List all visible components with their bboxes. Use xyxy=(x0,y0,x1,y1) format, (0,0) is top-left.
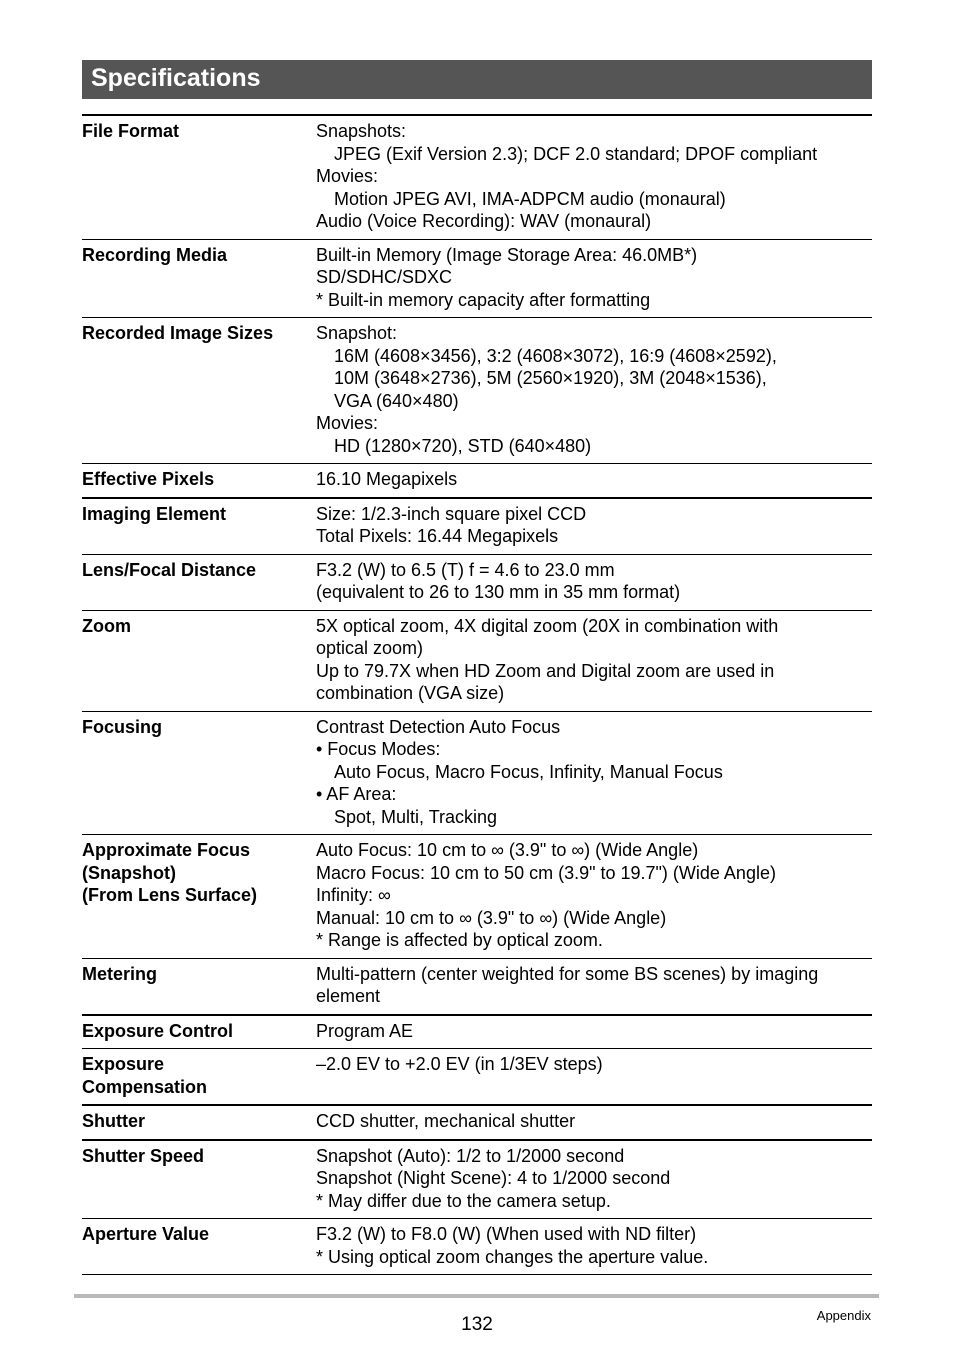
spec-label xyxy=(82,1052,316,1098)
spec-value-line: Snapshot (Night Scene): 4 to 1/2000 second xyxy=(316,1168,671,1188)
spec-value-line: Total Pixels: 16.44 Megapixels xyxy=(316,526,559,546)
spec-value-line: * May differ due to the camera setup. xyxy=(316,1190,611,1211)
spec-value-line: SD/SDHC/SDXC xyxy=(316,267,453,287)
spec-label-line: Shutter Speed xyxy=(82,1145,205,1166)
spec-label-line: (Snapshot) xyxy=(82,862,176,883)
spec-label-line: File Format xyxy=(82,121,180,141)
spec-label xyxy=(82,1222,316,1268)
spec-value-line: Snapshots: xyxy=(316,121,407,141)
spec-value-line: –2.0 EV to +2.0 EV (in 1/3EV steps) xyxy=(316,1054,603,1074)
spec-value xyxy=(316,1109,872,1133)
spec-row xyxy=(82,1049,872,1106)
spec-value-line: F3.2 (W) to 6.5 (T) f = 4.6 to 23.0 mm xyxy=(316,559,615,580)
spec-value-line: Manual: 10 cm to ∞ (3.9" to ∞) (Wide Angle) xyxy=(316,907,667,928)
section-label: Appendix xyxy=(816,1308,871,1323)
spec-table xyxy=(82,114,872,1275)
footer-divider xyxy=(74,1294,879,1298)
spec-label xyxy=(82,502,316,548)
spec-value-line: JPEG (Exif Version 2.3); DCF 2.0 standard; DPOF compliant xyxy=(334,143,818,164)
spec-value-line: * Range is affected by optical zoom. xyxy=(316,930,603,950)
spec-value-line: • Focus Modes: xyxy=(316,739,441,759)
spec-label xyxy=(82,715,316,829)
spec-row xyxy=(82,116,872,240)
spec-label xyxy=(82,1019,316,1043)
spec-value-line: Multi-pattern (center weighted for some BS scenes) by imaging xyxy=(316,963,819,984)
spec-label-line: Zoom xyxy=(82,615,131,636)
spec-value-line: Snapshot: xyxy=(316,323,398,343)
spec-value-line: Spot, Multi, Tracking xyxy=(334,806,498,827)
spec-value xyxy=(316,1144,872,1213)
spec-label-line: Shutter xyxy=(82,1111,145,1131)
spec-value xyxy=(316,558,872,604)
spec-value-line: optical zoom) xyxy=(316,638,424,658)
spec-value-line: element xyxy=(316,986,381,1006)
spec-value-line: Auto Focus: 10 cm to ∞ (3.9" to ∞) (Wide Angle) xyxy=(316,840,699,860)
page-title: Specifications xyxy=(91,64,261,92)
spec-value-line: Auto Focus, Macro Focus, Infinity, Manual Focus xyxy=(334,761,723,782)
spec-label xyxy=(82,467,316,491)
spec-value xyxy=(316,962,872,1008)
spec-value-line: F3.2 (W) to F8.0 (W) (When used with ND filter) xyxy=(316,1224,697,1244)
spec-row xyxy=(82,1016,872,1050)
spec-label-line: Focusing xyxy=(82,716,162,737)
spec-value xyxy=(316,838,872,952)
spec-label-line: Exposure Control xyxy=(82,1020,234,1041)
spec-value-line: Audio (Voice Recording): WAV (monaural) xyxy=(316,211,652,231)
spec-label xyxy=(82,1144,316,1213)
spec-value xyxy=(316,715,872,829)
spec-value-line: HD (1280×720), STD (640×480) xyxy=(334,435,592,456)
spec-label-line: Effective Pixels xyxy=(82,469,215,489)
spec-row xyxy=(82,712,872,836)
spec-row xyxy=(82,959,872,1016)
spec-value xyxy=(316,502,872,548)
title-bar xyxy=(82,60,872,99)
spec-row xyxy=(82,240,872,319)
spec-value-line: (equivalent to 26 to 130 mm in 35 mm format) xyxy=(316,582,681,602)
spec-value xyxy=(316,614,872,705)
spec-label-line: Aperture Value xyxy=(82,1224,210,1244)
spec-row xyxy=(82,318,872,464)
spec-row xyxy=(82,464,872,499)
spec-label xyxy=(82,243,316,312)
spec-value xyxy=(316,119,872,233)
spec-label-line: Recorded Image Sizes xyxy=(82,323,274,343)
spec-label xyxy=(82,321,316,457)
spec-label xyxy=(82,962,316,1008)
spec-value xyxy=(316,321,872,457)
spec-value-line: Snapshot (Auto): 1/2 to 1/2000 second xyxy=(316,1145,625,1166)
spec-value-line: VGA (640×480) xyxy=(334,390,459,411)
spec-value-line: Contrast Detection Auto Focus xyxy=(316,716,561,737)
spec-value-line: Size: 1/2.3-inch square pixel CCD xyxy=(316,503,587,524)
spec-label xyxy=(82,838,316,952)
spec-label-line: Imaging Element xyxy=(82,503,227,524)
spec-value-line: 5X optical zoom, 4X digital zoom (20X in combination with xyxy=(316,615,779,636)
spec-label-line: Lens/Focal Distance xyxy=(82,559,257,580)
spec-value-line: Motion JPEG AVI, IMA-ADPCM audio (monaural) xyxy=(334,188,726,209)
spec-value-line: Movies: xyxy=(316,166,379,186)
spec-value-line: * Built-in memory capacity after formatting xyxy=(316,289,651,310)
spec-label-line: Approximate Focus xyxy=(82,840,251,860)
spec-value-line: Infinity: ∞ xyxy=(316,885,391,905)
spec-value-line: Program AE xyxy=(316,1020,414,1041)
spec-value-line: 10M (3648×2736), 5M (2560×1920), 3M (2048×1536), xyxy=(334,368,767,388)
spec-label xyxy=(82,614,316,705)
spec-row xyxy=(82,611,872,712)
spec-value-line: combination (VGA size) xyxy=(316,683,505,703)
spec-value-line: CCD shutter, mechanical shutter xyxy=(316,1111,576,1131)
spec-value-line: Up to 79.7X when HD Zoom and Digital zoom are used in xyxy=(316,660,775,681)
spec-value xyxy=(316,1019,872,1043)
spec-row xyxy=(82,555,872,611)
spec-value-line: 16.10 Megapixels xyxy=(316,469,458,489)
spec-row xyxy=(82,1141,872,1220)
spec-label-line: Recording Media xyxy=(82,244,228,265)
spec-value-line: * Using optical zoom changes the aperture value. xyxy=(316,1246,709,1267)
spec-label-line: Compensation xyxy=(82,1076,208,1097)
spec-label-line: Exposure xyxy=(82,1054,165,1074)
spec-value xyxy=(316,1222,872,1268)
spec-value-line: Built-in Memory (Image Storage Area: 46.0MB*) xyxy=(316,244,698,265)
spec-label-line: (From Lens Surface) xyxy=(82,885,258,905)
spec-label xyxy=(82,558,316,604)
spec-value-line: 16M (4608×3456), 3:2 (4608×3072), 16:9 (4608×2592), xyxy=(334,345,777,366)
spec-value-line: • AF Area: xyxy=(316,784,397,804)
spec-row xyxy=(82,1219,872,1275)
spec-value xyxy=(316,1052,872,1098)
page-number: 132 xyxy=(461,1314,493,1335)
spec-value-line: Macro Focus: 10 cm to 50 cm (3.9" to 19.7") (Wide Angle) xyxy=(316,862,776,883)
spec-label xyxy=(82,1109,316,1133)
spec-value xyxy=(316,243,872,312)
spec-row xyxy=(82,499,872,555)
spec-row xyxy=(82,835,872,959)
spec-label-line: Metering xyxy=(82,963,158,984)
spec-row xyxy=(82,1106,872,1141)
spec-value xyxy=(316,467,872,491)
spec-value-line: Movies: xyxy=(316,413,379,433)
spec-label xyxy=(82,119,316,233)
